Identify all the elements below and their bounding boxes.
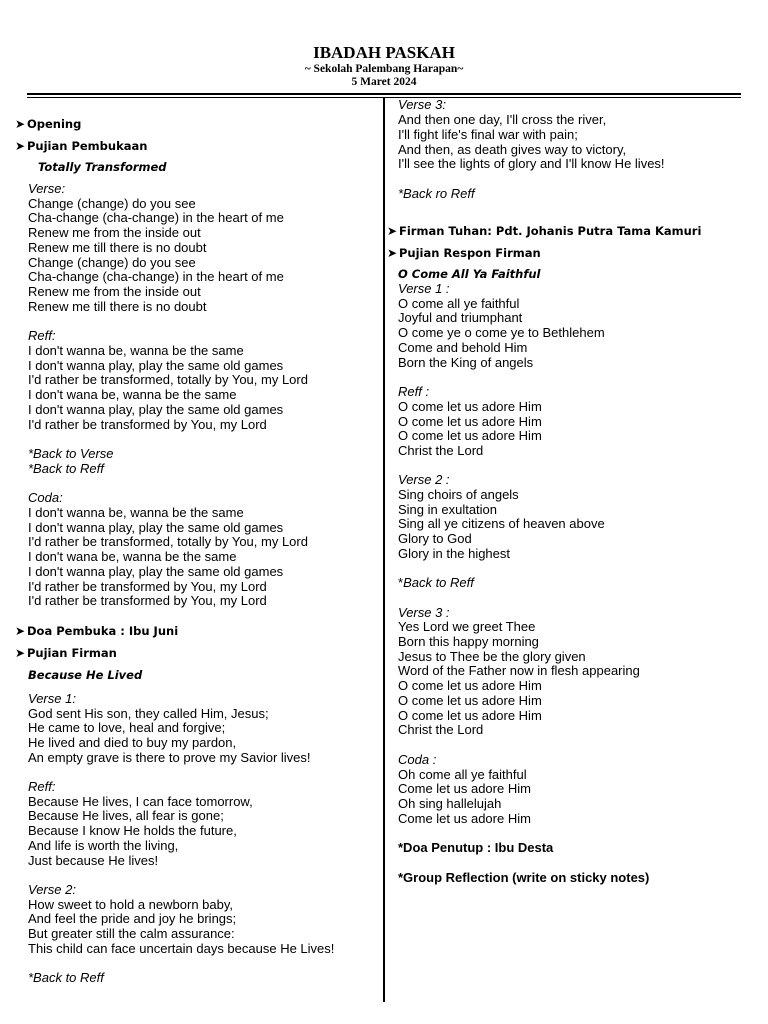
coda-label: Coda : xyxy=(398,752,437,767)
lyric-line: And life is worth the living, xyxy=(28,838,179,853)
page-title: IBADAH PASKAH xyxy=(313,43,455,62)
back-note: *Back to Reff xyxy=(398,575,474,590)
lyric-line: Sing in exultation xyxy=(398,502,498,517)
lyric-line: Word of the Father now in flesh appearing xyxy=(398,663,640,678)
back-note: *Back to Reff xyxy=(28,461,104,476)
doa-penutup: *Doa Penutup : Ibu Desta xyxy=(398,840,554,855)
lyric-line: I'd rather be transformed, totally by You, my Lord xyxy=(28,534,308,549)
lyric-line: I'll see the lights of glory and I'll know He lives! xyxy=(398,156,665,171)
lyric-line: And then, as death gives way to victory, xyxy=(398,142,627,157)
lyric-line: Renew me till there is no doubt xyxy=(28,240,207,255)
section-pujian-respon: ➤ Pujian Respon Firman xyxy=(387,246,541,260)
lyric-line: O come let us adore Him xyxy=(398,414,542,429)
section-pujian-firman: ➤ Pujian Firman xyxy=(15,646,117,660)
verse-label: Verse 3 : xyxy=(398,605,450,620)
lyric-line: I don't wanna be, wanna be the same xyxy=(28,505,244,520)
lyric-line: And feel the pride and joy he brings; xyxy=(28,911,237,926)
lyric-line: Renew me from the inside out xyxy=(28,225,201,240)
section-firman-tuhan: ➤ Firman Tuhan: Pdt. Johanis Putra Tama Kamuri xyxy=(387,224,702,238)
reff-label: Reff : xyxy=(398,384,430,399)
back-note: *Back to Reff xyxy=(28,970,104,985)
lyric-line: I'd rather be transformed, totally by You, my Lord xyxy=(28,372,308,387)
lyric-line: He came to love, heal and forgive; xyxy=(28,720,226,735)
lyric-line: I don't wanna play, play the same old games xyxy=(28,564,284,579)
lyric-line: I don't wanna be, wanna be the same xyxy=(28,343,244,358)
lyric-line: Christ the Lord xyxy=(398,443,484,458)
reff-label: Reff: xyxy=(28,328,56,343)
lyric-line: Renew me till there is no doubt xyxy=(28,299,207,314)
lyric-line: I don't wana be, wanna be the same xyxy=(28,387,237,402)
lyric-line: Come let us adore Him xyxy=(398,781,531,796)
lyric-line: Because He lives, I can face tomorrow, xyxy=(28,794,253,809)
lyric-line: O come ye o come ye to Bethlehem xyxy=(398,325,605,340)
lyric-line: And then one day, I'll cross the river, xyxy=(398,112,607,127)
verse-label: Verse 3: xyxy=(398,97,446,112)
lyric-line: O come let us adore Him xyxy=(398,693,542,708)
lyric-line: Christ the Lord xyxy=(398,722,484,737)
lyric-line: Change (change) do you see xyxy=(28,196,196,211)
lyric-line: Yes Lord we greet Thee xyxy=(398,619,536,634)
section-pujian-pembukaan: ➤ Pujian Pembukaan xyxy=(15,139,148,153)
lyric-line: Just because He lives! xyxy=(28,853,159,868)
coda-label: Coda: xyxy=(28,490,63,505)
lyric-line: I don't wanna play, play the same old games xyxy=(28,358,284,373)
lyric-line: But greater still the calm assurance: xyxy=(28,926,235,941)
lyric-line: Jesus to Thee be the glory given xyxy=(398,649,586,664)
document-header xyxy=(0,43,768,89)
song-title-because-he-lived: Because He Lived xyxy=(28,668,143,682)
header-rule-thick xyxy=(27,93,741,95)
lyric-line: I'll fight life's final war with pain; xyxy=(398,127,578,142)
lyric-line: Cha-change (cha-change) in the heart of me xyxy=(28,210,284,225)
lyric-line: Oh come all ye faithful xyxy=(398,767,527,782)
lyric-line: I don't wanna play, play the same old games xyxy=(28,520,284,535)
lyric-line: Glory to God xyxy=(398,531,472,546)
lyric-line: How sweet to hold a newborn baby, xyxy=(28,897,233,912)
lyric-line: I don't wana be, wanna be the same xyxy=(28,549,237,564)
arrow-icon: ➤ xyxy=(15,624,26,638)
lyric-line: Sing all ye citizens of heaven above xyxy=(398,516,605,531)
lyric-line: O come let us adore Him xyxy=(398,399,542,414)
arrow-icon: ➤ xyxy=(15,117,26,131)
lyric-line: An empty grave is there to prove my Savior lives! xyxy=(28,750,311,765)
arrow-icon: ➤ xyxy=(15,139,26,153)
lyric-line: Renew me from the inside out xyxy=(28,284,201,299)
lyric-line: He lived and died to buy my pardon, xyxy=(28,735,237,750)
lyric-line: O come let us adore Him xyxy=(398,428,542,443)
group-reflection: *Group Reflection (write on sticky notes) xyxy=(398,870,650,885)
page-subtitle: ~ Sekolah Palembang Harapan~ xyxy=(304,63,464,75)
verse-label: Verse 2 : xyxy=(398,472,450,487)
lyric-line: O come let us adore Him xyxy=(398,708,542,723)
verse-label: Verse 1 : xyxy=(398,281,450,296)
arrow-icon: ➤ xyxy=(387,246,398,260)
arrow-icon: ➤ xyxy=(15,646,26,660)
lyric-line: This child can face uncertain days because He Lives! xyxy=(28,941,335,956)
lyric-line: Born the King of angels xyxy=(398,355,534,370)
lyric-line: Because I know He holds the future, xyxy=(28,823,237,838)
lyric-line: Joyful and triumphant xyxy=(398,310,523,325)
lyric-line: Because He lives, all fear is gone; xyxy=(28,808,224,823)
lyric-line: Change (change) do you see xyxy=(28,255,196,270)
song-title-totally-transformed: Totally Transformed xyxy=(38,160,167,174)
back-note: *Back ro Reff xyxy=(398,186,475,201)
lyric-line: I'd rather be transformed by You, my Lord xyxy=(28,417,267,432)
lyric-line: O come let us adore Him xyxy=(398,678,542,693)
lyric-line: Glory in the highest xyxy=(398,546,511,561)
song-title-o-come: O Come All Ya Faithful xyxy=(398,267,541,281)
arrow-icon: ➤ xyxy=(387,224,398,238)
lyric-line: Born this happy morning xyxy=(398,634,539,649)
page-date: 5 Maret 2024 xyxy=(351,76,417,88)
lyric-line: Oh sing hallelujah xyxy=(398,796,502,811)
lyric-line: Cha-change (cha-change) in the heart of me xyxy=(28,269,284,284)
lyric-line: I'd rather be transformed by You, my Lord xyxy=(28,593,267,608)
section-doa-pembuka: ➤ Doa Pembuka : Ibu Juni xyxy=(15,624,179,638)
lyric-line: Come let us adore Him xyxy=(398,811,531,826)
verse-label: Verse: xyxy=(28,181,66,196)
lyric-line: O come all ye faithful xyxy=(398,296,520,311)
lyric-line: I'd rather be transformed by You, my Lord xyxy=(28,579,267,594)
verse-label: Verse 2: xyxy=(28,882,76,897)
lyric-line: Sing choirs of angels xyxy=(398,487,519,502)
verse-label: Verse 1: xyxy=(28,691,76,706)
reff-label: Reff: xyxy=(28,779,56,794)
section-opening: ➤ Opening xyxy=(15,117,82,131)
back-note: *Back to Verse xyxy=(28,446,114,461)
lyric-line: Come and behold Him xyxy=(398,340,528,355)
lyric-line: God sent His son, they called Him, Jesus; xyxy=(28,706,269,721)
lyric-line: I don't wanna play, play the same old games xyxy=(28,402,284,417)
column-divider xyxy=(383,97,385,1002)
